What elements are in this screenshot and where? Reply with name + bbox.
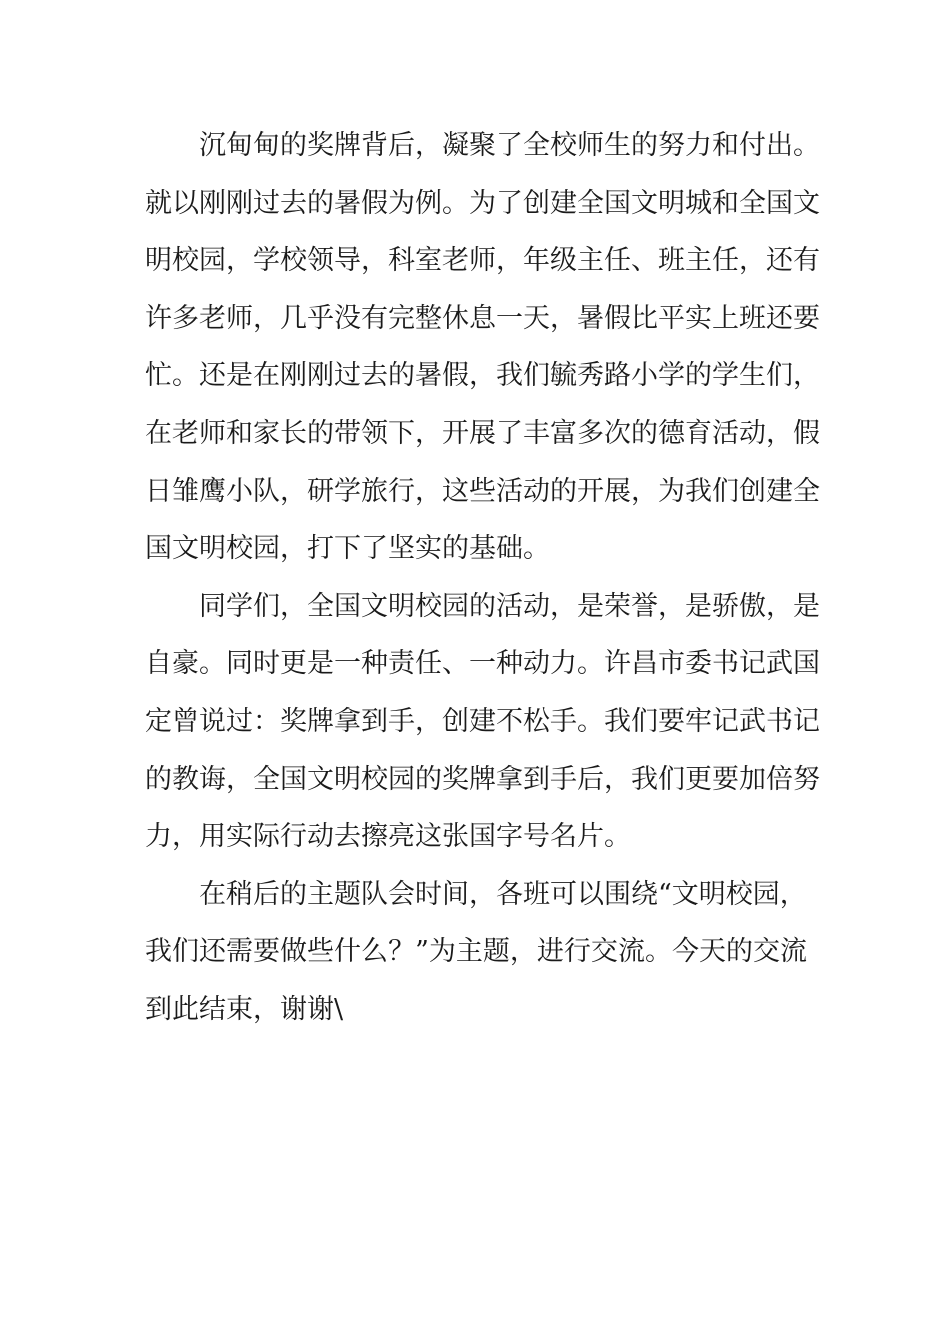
- paragraph-line: 到此结束，谢谢\: [145, 993, 344, 1025]
- paragraph-line: 同学们，全国文明校园的活动，是荣誉，是骄傲，是: [199, 590, 820, 622]
- paragraph-line: 忙。还是在刚刚过去的暑假，我们毓秀路小学的学生们，: [145, 360, 820, 392]
- paragraph-line: 在稍后的主题队会时间，各班可以围绕“文明校园，: [199, 878, 807, 910]
- paragraph-line: 定曾说过：奖牌拿到手，创建不松手。我们要牢记武书记: [145, 705, 820, 737]
- paragraph-3: [145, 866, 807, 1039]
- paragraph-line: 我们还需要做些什么？”为主题，进行交流。今天的交流: [145, 936, 807, 968]
- paragraph-line: 国文明校园，打下了坚实的基础。: [145, 533, 550, 565]
- paragraph-1: [145, 117, 820, 578]
- paragraph-line: 在老师和家长的带领下，开展了丰富多次的德育活动，假: [145, 417, 820, 449]
- document-body: [145, 117, 820, 1039]
- paragraph-line: 明校园，学校领导，科室老师，年级主任、班主任，还有: [145, 245, 820, 277]
- paragraph-line: 自豪。同时更是一种责任、一种动力。许昌市委书记武国: [145, 648, 820, 680]
- paragraph-line: 日雏鹰小队，研学旅行，这些活动的开展，为我们创建全: [145, 475, 820, 507]
- paragraph-2: [145, 578, 820, 866]
- paragraph-line: 许多老师，几乎没有完整休息一天，暑假比平实上班还要: [145, 302, 820, 334]
- paragraph-line: 的教诲，全国文明校园的奖牌拿到手后，我们更要加倍努: [145, 763, 820, 795]
- paragraph-line: 就以刚刚过去的暑假为例。为了创建全国文明城和全国文: [145, 187, 820, 219]
- paragraph-line: 力，用实际行动去擦亮这张国字号名片。: [145, 821, 631, 853]
- paragraph-line: 沉甸甸的奖牌背后，凝聚了全校师生的努力和付出。: [199, 130, 820, 161]
